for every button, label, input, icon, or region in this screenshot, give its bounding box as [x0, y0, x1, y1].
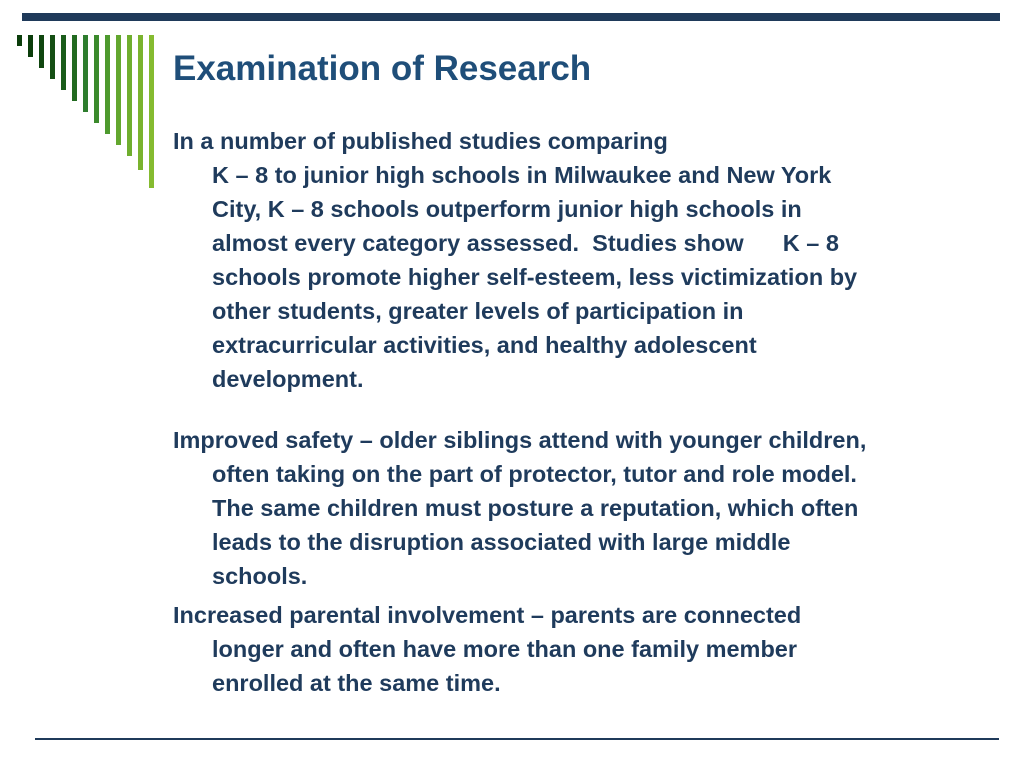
top-rule — [22, 13, 1000, 21]
stripe — [72, 35, 77, 101]
text-line: K – 8 to junior high schools in Milwaukee and New York — [212, 162, 832, 188]
text-line: In a number of published studies comparing — [173, 128, 668, 154]
text-line: other students, greater levels of participation in — [212, 298, 744, 324]
stripe — [39, 35, 44, 68]
stripe — [138, 35, 143, 170]
stripe — [61, 35, 66, 90]
stripe — [50, 35, 55, 79]
stripe — [149, 35, 154, 188]
stripe — [94, 35, 99, 123]
slide-body — [173, 124, 1013, 700]
stripe — [116, 35, 121, 145]
stripe — [127, 35, 132, 156]
text-line: Improved safety – older siblings attend with younger children, — [173, 427, 867, 453]
text-line: The same children must posture a reputation, which often — [212, 495, 859, 521]
text-line: Increased parental involvement – parents are connected — [173, 602, 802, 628]
text-line: City, K – 8 schools outperform junior high schools in — [212, 196, 802, 222]
text-line: enrolled at the same time. — [212, 670, 501, 696]
stripe — [83, 35, 88, 112]
stripe — [105, 35, 110, 134]
stripe — [17, 35, 22, 46]
stripe — [28, 35, 33, 57]
paragraph-improved-safety — [173, 423, 1013, 593]
text-line: development. — [212, 366, 364, 392]
bottom-rule — [35, 738, 999, 740]
text-line: almost every category assessed. Studies show K – 8 — [212, 230, 839, 256]
text-line: often taking on the part of protector, tutor and role model. — [212, 461, 857, 487]
text-line: extracurricular activities, and healthy adolescent — [212, 332, 757, 358]
text-line: schools. — [212, 563, 308, 589]
paragraph-parental-involvement — [173, 598, 1013, 700]
text-line: schools promote higher self-esteem, less victimization by — [212, 264, 858, 290]
text-line: leads to the disruption associated with large middle — [212, 529, 791, 555]
paragraph-research-summary — [173, 124, 1013, 396]
slide-title: Examination of Research — [173, 49, 592, 88]
text-line: longer and often have more than one family member — [212, 636, 798, 662]
